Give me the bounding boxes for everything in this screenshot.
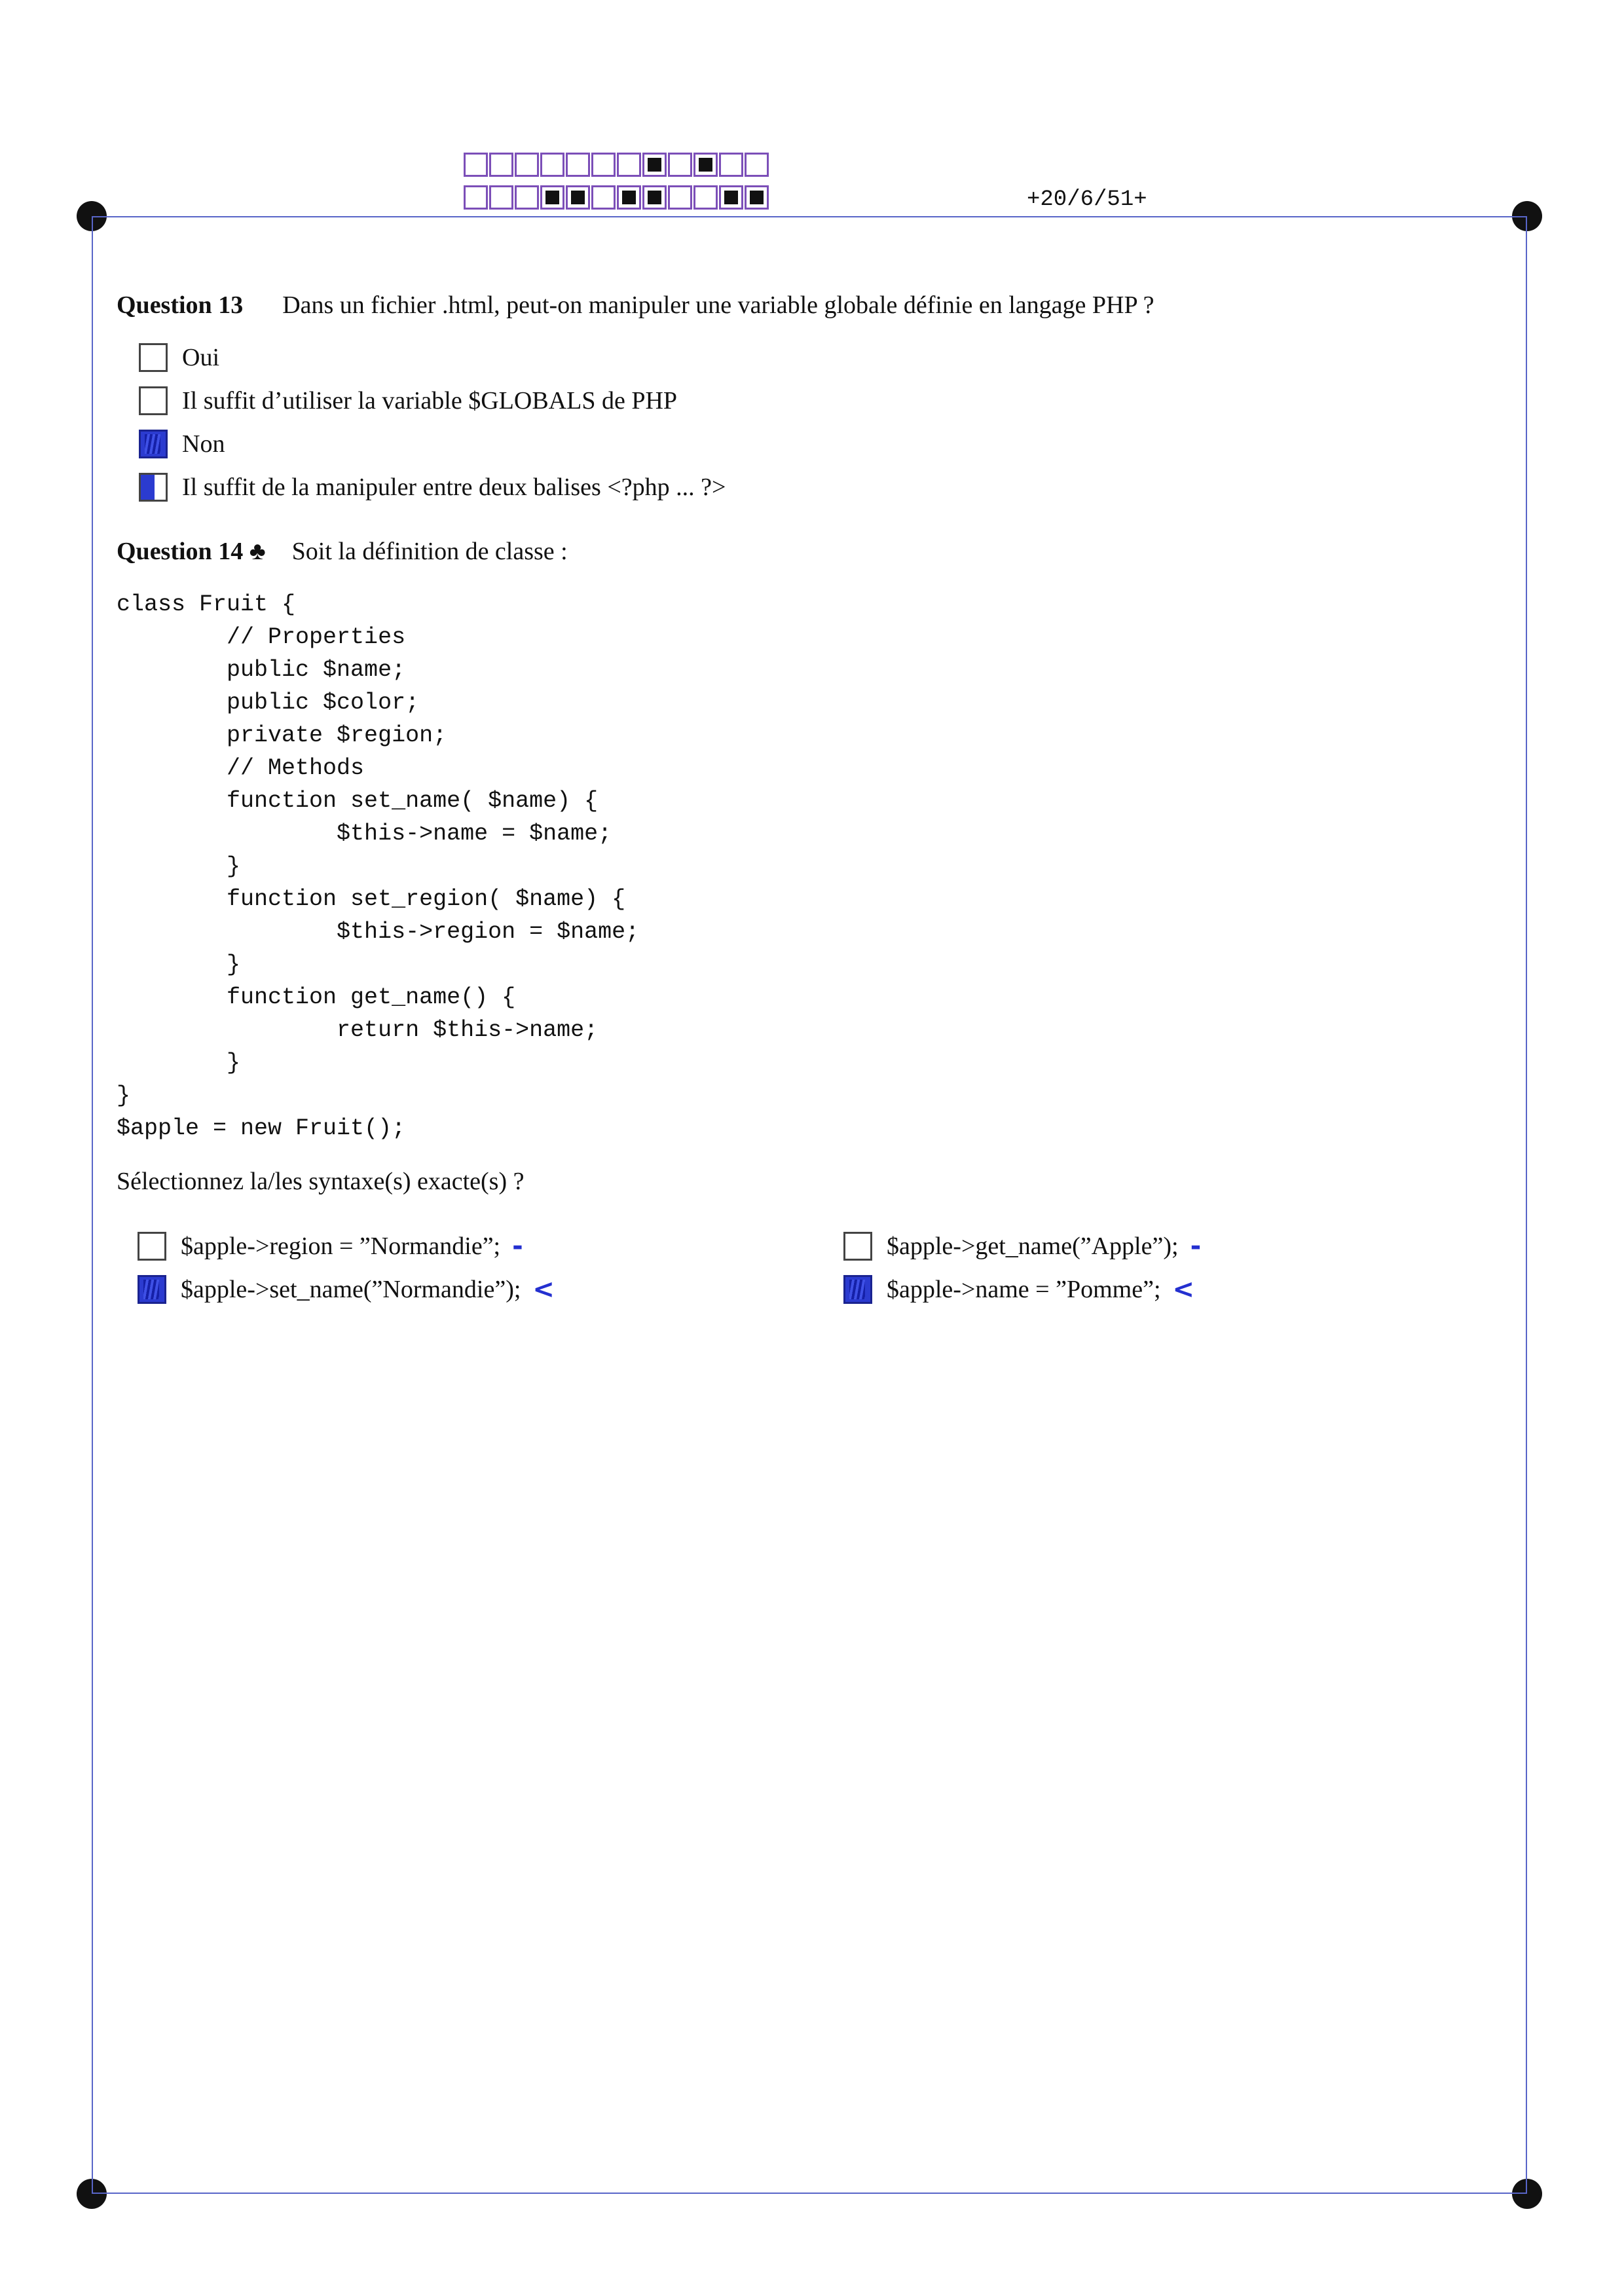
grading-mark: - (512, 1231, 523, 1261)
barcode-cell (591, 185, 616, 210)
code-block: class Fruit { // Properties public $name; public $color; private $region; // Methods function set_name( $name) { $this->name = $name; } function set_region( $name) { $this->region = $name; } function get_name() { return $this->name; } } $apple = new Fruit(); (117, 591, 640, 1141)
barcode-cell (617, 185, 641, 210)
barcode-cell (515, 153, 539, 177)
barcode-cell (515, 185, 539, 210)
option-label: $apple->region = ”Normandie”; (181, 1232, 501, 1260)
option-label: $apple->get_name(”Apple”); (887, 1232, 1179, 1260)
q14-option-3[interactable] (843, 1231, 1201, 1261)
checkbox[interactable] (138, 1232, 166, 1261)
page-frame (92, 216, 1527, 2194)
checkbox-checked[interactable] (139, 430, 168, 458)
option-label: Il suffit de la manipuler entre deux balises <?php ... ?> (182, 473, 726, 501)
option-label: Oui (182, 344, 219, 371)
checkbox[interactable] (843, 1232, 872, 1261)
barcode-cell (693, 185, 718, 210)
barcode-cell (642, 185, 667, 210)
q13-option-4[interactable] (139, 473, 726, 502)
option-label: Non (182, 430, 225, 458)
grading-mark: < (532, 1274, 555, 1305)
option-label: $apple->set_name(”Normandie”); (181, 1276, 521, 1303)
page-id: +20/6/51+ (1027, 187, 1147, 212)
barcode-cell (591, 153, 616, 177)
barcode-row-2 (464, 185, 770, 210)
checkbox-checked[interactable] (843, 1275, 872, 1304)
question-14-prompt: Sélectionnez la/les syntaxe(s) exacte(s) ? (117, 1168, 525, 1195)
barcode-cell (566, 153, 590, 177)
q14-option-2[interactable] (138, 1274, 555, 1305)
barcode-cell (540, 153, 564, 177)
q13-option-2[interactable] (139, 386, 677, 415)
q13-option-3[interactable] (139, 430, 225, 458)
checkbox-checked[interactable] (138, 1275, 166, 1304)
checkbox[interactable] (139, 386, 168, 415)
q14-option-1[interactable] (138, 1231, 523, 1261)
barcode-cell (668, 185, 692, 210)
checkbox[interactable] (139, 343, 168, 372)
barcode-cell (745, 153, 769, 177)
grading-mark: - (1190, 1231, 1202, 1261)
grading-mark: < (1172, 1274, 1195, 1305)
q13-option-1[interactable] (139, 343, 219, 372)
barcode-cell (668, 153, 692, 177)
question-14-header (117, 537, 568, 566)
barcode-cell (489, 153, 513, 177)
barcode-cell (464, 185, 488, 210)
barcode-cell (489, 185, 513, 210)
question-13-label: Question 13 (117, 291, 244, 319)
question-14-text: Soit la définition de classe : (291, 538, 568, 565)
barcode-cell (617, 153, 641, 177)
barcode-cell (745, 185, 769, 210)
barcode-cell (693, 153, 718, 177)
barcode-row-1 (464, 153, 770, 177)
option-label: Il suffit d’utiliser la variable $GLOBALS de PHP (182, 387, 678, 415)
question-13-text: Dans un fichier .html, peut-on manipuler une variable globale définie en langage PHP ? (282, 291, 1154, 319)
barcode-cell (642, 153, 667, 177)
question-13-header (117, 291, 1154, 320)
question-14-label: Question 14 ♣ (117, 538, 266, 565)
barcode-cell (719, 153, 743, 177)
q14-option-4[interactable] (843, 1274, 1194, 1305)
option-label: $apple->name = ”Pomme”; (887, 1276, 1161, 1303)
barcode-cell (719, 185, 743, 210)
checkbox-partial[interactable] (139, 473, 168, 502)
barcode-cell (464, 153, 488, 177)
barcode-cell (566, 185, 590, 210)
barcode-cell (540, 185, 564, 210)
